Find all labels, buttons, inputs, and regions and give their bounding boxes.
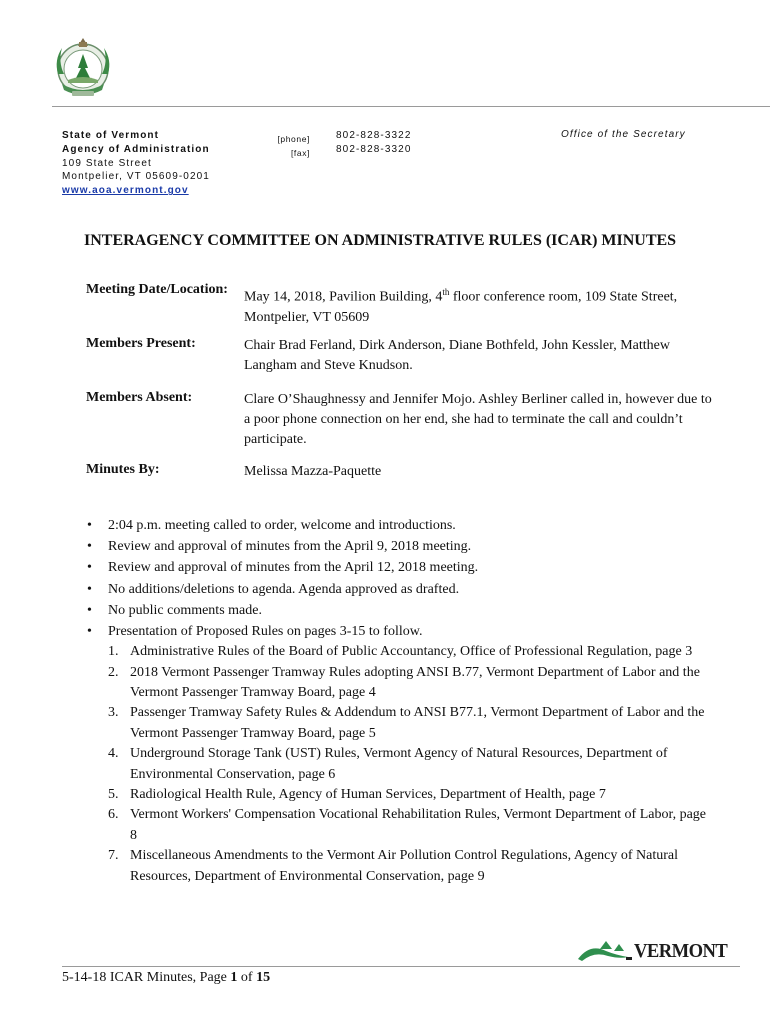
page-footer: 5-14-18 ICAR Minutes, Page 1 of 15 xyxy=(62,970,271,985)
page-total: 15 xyxy=(256,970,271,985)
minutes-by-label: Minutes By: xyxy=(86,462,160,477)
list-item: • Presentation of Proposed Rules on pages 3-15 to follow. 1. Administrative Rules of the Board of Public Accountancy, Office of Professional Regulation, page 3 2. 2018 Vermont Passenger Tramway Rules adopting ANSI B.77, Vermont Department of Labor and the Vermont Passenger Tramway Board, page 4 3. Passenger Tramway Safety Rules & Addendum to ANSI B77.1, Vermont Department of Labor and the Vermont Passenger Tramway Board, page 5 4. Underground Storage Tank (UST) Rules, Vermont Agency of Natural Resources, Department of Environmental Conservation, page 6 5. Radiological Health Rule, Agency of Human Services, Department of Health, page 7 6. Vermont Workers' Compensation Vocational Rehabilitation Rules, Vermont Department of Labor, page 8 7. Miscellaneous Amendments to the Vermont Air Pollution Control Regulations, Agency of Natural Resources, Department of Environmental Conservation, page 9 xyxy=(86,621,716,887)
meeting-value: May 14, 2018, Pavilion Building, 4th floor conference room, 109 State Street, Montpelier, VT 05609 xyxy=(244,287,678,325)
absent-label: Members Absent: xyxy=(86,390,193,405)
bullet-icon: • xyxy=(87,624,92,640)
sender-block xyxy=(62,129,210,198)
meeting-label: Meeting Date/Location: xyxy=(86,282,228,297)
list-item: • Review and approval of minutes from the April 12, 2018 meeting. xyxy=(86,557,716,578)
office-name: Office of the Secretary xyxy=(561,129,686,140)
rule-item: 4. Underground Storage Tank (UST) Rules, Vermont Agency of Natural Resources, Department of Environmental Conservation, page 6 xyxy=(108,746,668,782)
absent-value: Clare O’Shaughnessy and Jennifer Mojo. Ashley Berliner called in, however due to a poor phone connection on her end, she had to terminate the call and couldn’t participate. xyxy=(244,392,712,447)
proposed-rules-list xyxy=(108,642,716,887)
present-value: Chair Brad Ferland, Dirk Anderson, Diane Bothfeld, John Kessler, Matthew Langham and Steve Knudson. xyxy=(244,338,670,373)
org-city: Montpelier, VT 05609-0201 xyxy=(62,171,210,183)
list-item: • No public comments made. xyxy=(86,600,716,621)
present-label: Members Present: xyxy=(86,336,196,351)
fax-number: 802-828-3320 xyxy=(336,144,412,155)
list-item: • No additions/deletions to agenda. Agenda approved as drafted. xyxy=(86,579,716,600)
minutes-by-value: Melissa Mazza-Paquette xyxy=(244,464,382,479)
agenda-list xyxy=(86,515,716,887)
rule-item: 3. Passenger Tramway Safety Rules & Addendum to ANSI B77.1, Vermont Department of Labor and the Vermont Passenger Tramway Board, page 5 xyxy=(108,705,705,741)
document-title: INTERAGENCY COMMITTEE ON ADMINISTRATIVE RULES (ICAR) MINUTES xyxy=(84,232,677,249)
bullet-icon: • xyxy=(87,518,92,533)
footer-divider xyxy=(62,966,740,967)
org-street: 109 State Street xyxy=(62,157,152,169)
contact-numbers xyxy=(336,129,411,157)
phone-label: [phone] xyxy=(277,134,310,144)
list-item: • 2:04 p.m. meeting called to order, welcome and introductions. xyxy=(86,515,716,536)
website-link[interactable]: www.aoa.vermont.gov xyxy=(62,185,189,197)
contact-labels xyxy=(258,132,310,160)
rule-item: 6. Vermont Workers' Compensation Vocational Rehabilitation Rules, Vermont Department of Labor, page 8 xyxy=(108,807,707,843)
fax-label: [fax] xyxy=(290,148,310,158)
rule-item: 1. Administrative Rules of the Board of Public Accountancy, Office of Professional Regulation, page 3 xyxy=(108,644,693,660)
rule-item: 5. Radiological Health Rule, Agency of Human Services, Department of Health, page 7 xyxy=(108,787,606,803)
rule-item: 2. 2018 Vermont Passenger Tramway Rules adopting ANSI B.77, Vermont Department of Labor and the Vermont Passenger Tramway Board, page 4 xyxy=(108,664,700,701)
rule-item: 7. Miscellaneous Amendments to the Vermont Air Pollution Control Regulations, Agency of Natural Resources, Department of Environmental Conservation, page 9 xyxy=(108,848,679,884)
bullet-icon: • xyxy=(87,581,92,597)
list-item: • Review and approval of minutes from the April 9, 2018 meeting. xyxy=(86,536,716,557)
org-state: State of Vermont xyxy=(62,130,160,141)
page-number: 1 xyxy=(230,970,238,985)
vermont-state-seal-icon xyxy=(50,34,116,102)
bullet-icon: • xyxy=(87,602,92,618)
phone-number: 802-828-3322 xyxy=(336,130,412,141)
bullet-icon: • xyxy=(87,539,92,555)
bullet-icon: • xyxy=(87,560,92,576)
header-divider xyxy=(52,106,770,107)
org-agency: Agency of Administration xyxy=(62,143,210,155)
vermont-logo-text: VERMONT xyxy=(634,940,728,962)
